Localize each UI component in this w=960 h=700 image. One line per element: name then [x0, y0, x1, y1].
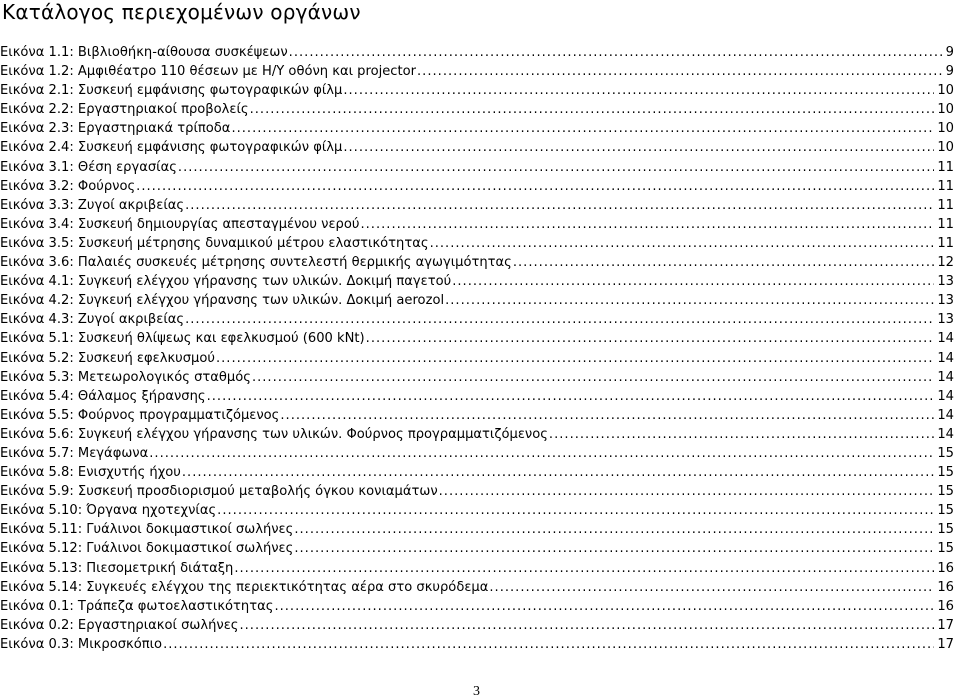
toc-entry-label: Εικόνα 5.6: Συγκευή ελέγχου γήρανσης των υλικών. Φούρνος προγραμματιζόμενος [0, 426, 548, 442]
toc-entry-label: Εικόνα 5.14: Συγκευές ελέγχου της περιεκτικότητας αέρα στο σκυρόδεμα [0, 579, 489, 595]
toc-entry-page: 10 [937, 140, 954, 156]
toc-dot-leader [274, 597, 934, 616]
toc-entry-page: 13 [937, 312, 954, 328]
toc-list [0, 43, 954, 654]
toc-entry-page: 14 [937, 426, 954, 442]
toc-entry-label: Εικόνα 3.3: Ζυγοί ακριβείας [0, 197, 185, 213]
toc-dot-leader [136, 177, 934, 196]
toc-dot-leader [445, 291, 934, 310]
toc-entry-label: Εικόνα 5.4: Θάλαμος ξήρανσης [0, 388, 206, 404]
toc-entry[interactable] [0, 138, 954, 157]
toc-entry[interactable] [0, 482, 954, 501]
toc-dot-leader [294, 520, 934, 539]
toc-entry-label: Εικόνα 5.10: Όργανα ηχοτεχνίας [0, 503, 217, 519]
toc-entry-label: Εικόνα 5.12: Γυάλινοι δοκιμαστικοί σωλήνες [0, 541, 294, 557]
toc-dot-leader [185, 310, 934, 329]
toc-entry-label: Εικόνα 1.2: Αμφιθέατρο 110 θέσεων με Η/Υ οθόνη και projector [0, 64, 417, 80]
toc-dot-leader [207, 387, 935, 406]
toc-dot-leader [289, 43, 943, 62]
toc-entry-label: Εικόνα 5.11: Γυάλινοι δοκιμαστικοί σωλήνες [0, 522, 294, 538]
toc-dot-leader [430, 234, 935, 253]
toc-entry[interactable] [0, 310, 954, 329]
toc-entry-page: 11 [937, 159, 954, 175]
toc-entry-page: 14 [937, 369, 954, 385]
toc-entry[interactable] [0, 253, 954, 272]
toc-entry-page: 13 [937, 293, 954, 309]
toc-entry-label: Εικόνα 2.3: Εργαστηριακά τρίποδα [0, 121, 231, 137]
toc-entry-label: Εικόνα 3.4: Συσκευή δημιουργίας απεσταγμένου νερού [0, 216, 360, 232]
toc-entry-label: Εικόνα 2.2: Εργαστηριακοί προβολείς [0, 102, 249, 118]
toc-entry[interactable] [0, 635, 954, 654]
toc-dot-leader [489, 578, 934, 597]
toc-dot-leader [360, 215, 934, 234]
toc-entry[interactable] [0, 43, 954, 62]
toc-dot-leader [252, 368, 934, 387]
toc-entry-label: Εικόνα 5.7: Μεγάφωνα [0, 445, 149, 461]
toc-entry-label: Εικόνα 5.1: Συσκευή θλίψεως και εφελκυσμού (600 kNt) [0, 331, 365, 347]
toc-entry-label: Εικόνα 5.5: Φούρνος προγραμματιζόμενος [0, 407, 280, 423]
toc-entry-label: Εικόνα 3.2: Φούρνος [0, 178, 136, 194]
toc-entry-page: 14 [937, 407, 954, 423]
toc-entry-label: Εικόνα 4.2: Συγκευή ελέγχου γήρανσης των υλικών. Δοκιμή aerozol [0, 293, 445, 309]
toc-entry-page: 11 [937, 197, 954, 213]
toc-dot-leader [343, 81, 934, 100]
toc-entry[interactable] [0, 501, 954, 520]
toc-entry-page: 9 [945, 64, 954, 80]
toc-entry[interactable] [0, 578, 954, 597]
toc-entry[interactable] [0, 196, 954, 215]
toc-entry[interactable] [0, 368, 954, 387]
toc-entry-label: Εικόνα 0.2: Εργαστηριακοί σωλήνες [0, 617, 239, 633]
toc-entry-page: 10 [937, 83, 954, 99]
toc-entry-label: Εικόνα 5.8: Ενισχυτής ήχου [0, 465, 181, 481]
toc-dot-leader [250, 100, 935, 119]
toc-entry-page: 14 [937, 388, 954, 404]
toc-entry-page: 11 [937, 216, 954, 232]
toc-dot-leader [216, 349, 934, 368]
page-title: Κατάλογος περιεχομένων οργάνων [2, 0, 361, 24]
toc-entry[interactable] [0, 119, 954, 138]
toc-dot-leader [149, 444, 934, 463]
toc-entry[interactable] [0, 597, 954, 616]
toc-entry[interactable] [0, 291, 954, 310]
toc-entry-label: Εικόνα 5.2: Συσκευή εφελκυσμού [0, 350, 215, 366]
toc-dot-leader [294, 539, 934, 558]
toc-entry-page: 10 [937, 121, 954, 137]
toc-entry-label: Εικόνα 3.1: Θέση εργασίας [0, 159, 177, 175]
toc-dot-leader [185, 196, 934, 215]
toc-entry-label: Εικόνα 3.5: Συσκευή μέτρησης δυναμικού μέτρου ελαστικότητας [0, 235, 429, 251]
toc-entry[interactable] [0, 100, 954, 119]
toc-entry-label: Εικόνα 0.1: Τράπεζα φωτοελαστικότητας [0, 598, 274, 614]
toc-entry-page: 15 [937, 445, 954, 461]
toc-entry[interactable] [0, 425, 954, 444]
toc-entry-page: 15 [937, 503, 954, 519]
toc-entry-label: Εικόνα 5.9: Συσκευή προσδιορισμού μεταβολής όγκου κονιαμάτων [0, 484, 438, 500]
toc-entry-page: 12 [937, 255, 954, 271]
toc-dot-leader [178, 158, 934, 177]
toc-entry[interactable] [0, 406, 954, 425]
toc-dot-leader [343, 138, 934, 157]
toc-entry[interactable] [0, 520, 954, 539]
toc-entry-page: 11 [937, 178, 954, 194]
toc-dot-leader [366, 329, 935, 348]
toc-entry-page: 14 [937, 350, 954, 366]
toc-entry-label: Εικόνα 0.3: Μικροσκόπιο [0, 636, 163, 652]
toc-entry[interactable] [0, 349, 954, 368]
toc-entry-page: 15 [937, 465, 954, 481]
toc-entry-page: 15 [937, 541, 954, 557]
toc-dot-leader [217, 501, 934, 520]
toc-entry-page: 16 [937, 579, 954, 595]
toc-entry-label: Εικόνα 4.3: Ζυγοί ακριβείας [0, 312, 185, 328]
toc-entry[interactable] [0, 444, 954, 463]
toc-entry[interactable] [0, 387, 954, 406]
toc-dot-leader [231, 119, 934, 138]
toc-entry-page: 16 [937, 598, 954, 614]
toc-entry[interactable] [0, 616, 954, 635]
toc-entry-label: Εικόνα 1.1: Βιβλιοθήκη-αίθουσα συσκέψεων [0, 45, 288, 60]
toc-entry-page: 17 [937, 636, 954, 652]
page-number: 3 [473, 684, 480, 699]
toc-entry-label: Εικόνα 2.1: Συσκευή εμφάνισης φωτογραφικών φίλμ [0, 83, 343, 99]
toc-dot-leader [280, 406, 934, 425]
toc-entry[interactable] [0, 62, 954, 81]
toc-dot-leader [417, 62, 943, 81]
toc-entry-page: 9 [945, 45, 954, 60]
toc-dot-leader [439, 482, 935, 501]
toc-entry[interactable] [0, 559, 954, 578]
toc-dot-leader [549, 425, 934, 444]
toc-entry-page: 15 [937, 522, 954, 538]
toc-entry[interactable] [0, 234, 954, 253]
toc-entry-label: Εικόνα 5.13: Πιεσομετρική διάταξη [0, 560, 234, 576]
toc-dot-leader [513, 253, 934, 272]
toc-entry-label: Εικόνα 4.1: Συγκευή ελέγχου γήρανσης των υλικών. Δοκιμή παγετού [0, 274, 452, 290]
toc-entry-page: 10 [937, 102, 954, 118]
toc-entry-page: 11 [937, 235, 954, 251]
toc-entry-label: Εικόνα 3.6: Παλαιές συσκευές μέτρησης συντελεστή θερμικής αγωγιμότητας [0, 255, 512, 271]
toc-entry[interactable] [0, 81, 954, 100]
toc-entry-page: 16 [937, 560, 954, 576]
toc-entry-page: 15 [937, 484, 954, 500]
toc-entry[interactable] [0, 158, 954, 177]
toc-entry[interactable] [0, 463, 954, 482]
toc-entry-page: 17 [937, 617, 954, 633]
toc-entry[interactable] [0, 272, 954, 291]
toc-dot-leader [182, 463, 934, 482]
toc-entry[interactable] [0, 177, 954, 196]
toc-entry[interactable] [0, 539, 954, 558]
toc-dot-leader [234, 559, 934, 578]
toc-entry-page: 13 [937, 274, 954, 290]
toc-dot-leader [239, 616, 934, 635]
toc-entry-label: Εικόνα 5.3: Μετεωρολογικός σταθμός [0, 369, 251, 385]
toc-entry-label: Εικόνα 2.4: Συσκευή εμφάνισης φωτογραφικών φίλμ [0, 140, 343, 156]
toc-dot-leader [452, 272, 934, 291]
toc-entry-page: 14 [937, 331, 954, 347]
toc-dot-leader [163, 635, 934, 654]
toc-entry[interactable] [0, 215, 954, 234]
toc-entry[interactable] [0, 329, 954, 348]
